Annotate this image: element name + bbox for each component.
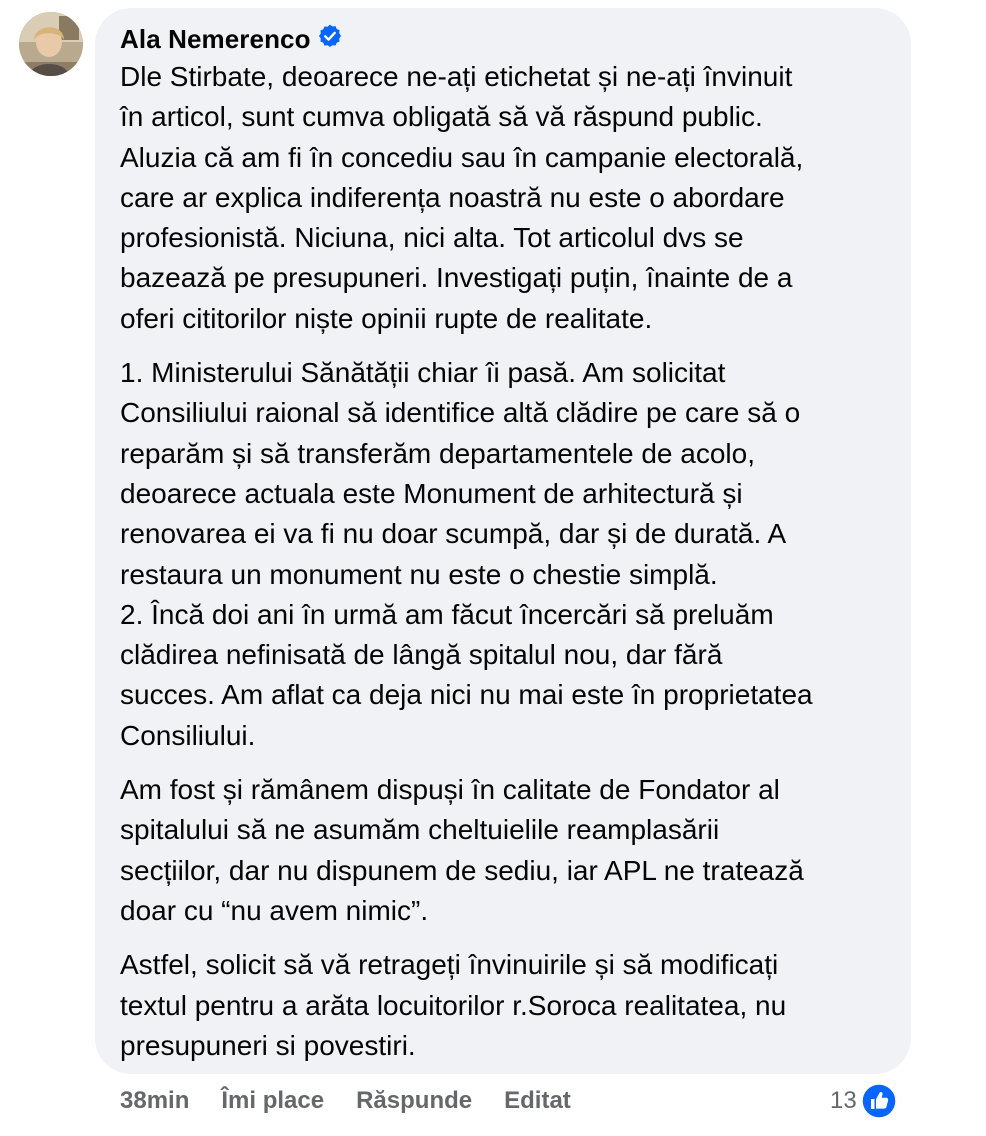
text-line: 2. Încă doi ani în urmă am făcut încercări să preluăm: [120, 598, 774, 630]
text-line: restaura un monument nu este o chestie simplă.: [120, 558, 718, 590]
text-line: Aluzia că am fi în concediu sau în campanie electorală,: [120, 141, 804, 173]
verified-badge-icon: [317, 23, 343, 49]
comment-actions: [120, 1083, 571, 1119]
author-name[interactable]: Ala Nemerenco: [120, 23, 311, 54]
text-line: renovarea ei va fi nu doar scumpă, dar și de durată. A: [120, 518, 787, 550]
comment-paragraph: [120, 770, 895, 931]
comment-paragraph: [120, 945, 895, 1066]
text-line: spitalului să ne asumăm cheltuielile reamplasării: [120, 814, 720, 846]
text-line: succes. Am aflat ca deja nici nu mai este în proprietatea: [120, 679, 813, 711]
author-row: [120, 22, 343, 56]
text-line: secțiilor, dar nu dispunem de sediu, iar APL ne tratează: [120, 854, 804, 886]
like-button[interactable]: Îmi place: [221, 1087, 325, 1114]
text-line: 1. Ministerului Sănătății chiar îi pasă. Am solicitat: [120, 357, 726, 389]
comment-paragraph: [120, 57, 895, 339]
text-line: presupuneri si povestiri.: [120, 1029, 416, 1061]
text-line: Consiliului.: [120, 719, 256, 751]
comment-text: [120, 57, 895, 1066]
text-line: deoarece actuala este Monument de arhitectură și: [120, 477, 743, 509]
text-line: oferi cititorilor niște opinii rupte de realitate.: [120, 302, 653, 334]
edited-label[interactable]: Editat: [504, 1087, 571, 1114]
text-line: profesionistă. Niciuna, nici alta. Tot articolul dvs se: [120, 222, 744, 254]
comment-paragraph: [120, 353, 895, 756]
avatar-image: [19, 12, 83, 76]
text-line: Dle Stirbate, deoarece ne-ați etichetat și ne-ați învinuit: [120, 61, 793, 92]
thumbs-up-icon: [861, 1083, 897, 1119]
reaction-count: 13: [830, 1087, 857, 1114]
text-line: reparăm și să transferăm departamentele de acolo,: [120, 437, 755, 469]
text-line: bazează pe presupuneri. Investigați puțin, înainte de a: [120, 262, 793, 294]
text-line: Astfel, solicit să vă retrageți învinuirile și să modificați: [120, 949, 779, 981]
author-avatar[interactable]: [19, 12, 83, 76]
reaction-summary[interactable]: [830, 1080, 897, 1122]
text-line: textul pentru a arăta locuitorilor r.Soroca realitatea, nu: [120, 989, 787, 1021]
text-line: clădirea nefinisată de lângă spitalul nou, dar fără: [120, 639, 723, 671]
text-line: Consiliului raional să identifice altă clădire pe care să o: [120, 397, 801, 429]
text-line: doar cu “nu avem nimic”.: [120, 894, 429, 926]
text-line: care ar explica indiferența noastră nu este o abordare: [120, 181, 785, 213]
text-line: în articol, sunt cumva obligată să vă răspund public.: [120, 101, 763, 133]
reply-button[interactable]: Răspunde: [356, 1087, 473, 1114]
comment-timestamp[interactable]: 38min: [120, 1087, 190, 1114]
text-line: Am fost și rămânem dispuși în calitate de Fondator al: [120, 774, 780, 806]
